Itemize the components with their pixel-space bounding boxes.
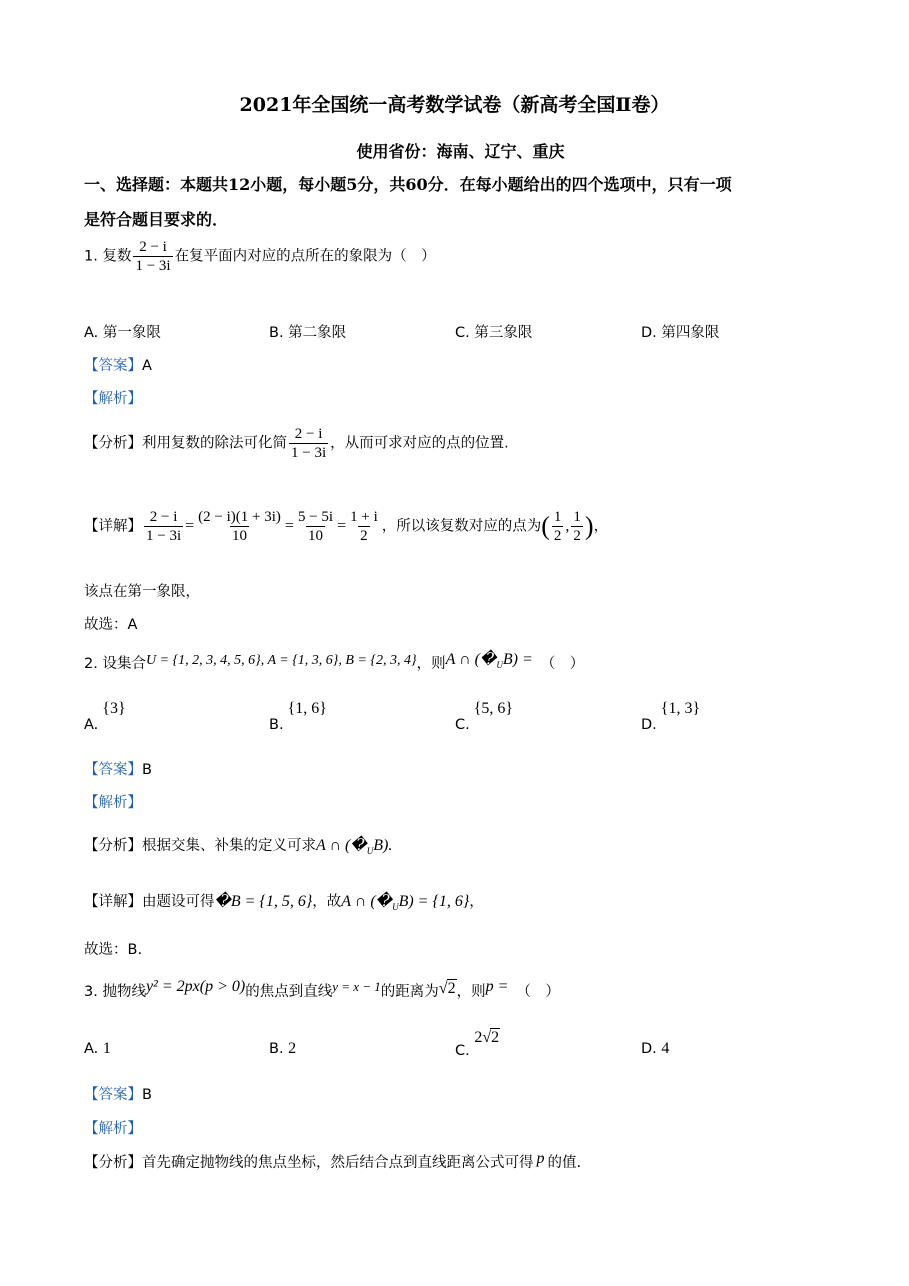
q3-option-c-value: 2 [474, 1029, 483, 1046]
q1-detail-frac4 [348, 508, 380, 545]
q3-option-a-value: 1 [102, 1040, 111, 1057]
q2-blank: （ ） [540, 656, 585, 672]
q1-detail-frac2 [196, 508, 283, 545]
section-heading-line1: 一、选择题：本题共12小题，每小题5分，共60分．在每小题给出的四个选项中，只有一项 [84, 175, 732, 194]
q1-detail-mid: ，所以该复数对应的点为 [381, 518, 542, 535]
q3-option-d [641, 1040, 669, 1058]
q2-prefix: 2. 设集合 [84, 656, 146, 672]
q2-option-a-value: {3} [102, 700, 126, 717]
q1-option-a: A. 第一象限 [84, 325, 161, 341]
q2-detail-expr1: �B = {1, 5, 6} [214, 893, 313, 910]
q2-fenxi-expr-end: B). [373, 837, 393, 854]
q3-option-d-letter: D. [641, 1041, 657, 1057]
q2-detail-mid: ，故 [312, 894, 342, 910]
q1-detail-n2: (2 − i)(1 + 3i) [198, 509, 281, 525]
q1-option-b: B. 第二象限 [269, 325, 347, 341]
q2-option-d [641, 700, 701, 733]
q1-prefix: 1. 复数 [84, 248, 132, 265]
q2-detail-expr2-sub: U [392, 902, 399, 913]
q3-option-b-value: 2 [288, 1040, 297, 1057]
q2-option-b-letter: B. [269, 717, 284, 733]
q1-point-y [571, 508, 583, 545]
q2-fenxi-pre: 根据交集、补集的定义可求 [142, 838, 316, 854]
q1-fenxi [84, 425, 509, 462]
q1-point-y-den: 2 [573, 528, 581, 544]
q1-fraction [133, 238, 172, 275]
q2-choose: 故选：B. [84, 942, 143, 958]
q2-option-d-letter: D. [641, 717, 657, 733]
q3-fenxi-post: 的值. [547, 1155, 582, 1171]
q2-detail-pre: 由题设可得 [142, 894, 215, 910]
q3-option-a-letter: A. [84, 1041, 99, 1057]
q2-fenxi-expr-main: A ∩ (� [316, 837, 367, 854]
q1-detail-frac1 [144, 508, 183, 545]
q2-option-c-letter: C. [455, 717, 470, 733]
q3-answer-row [84, 1083, 152, 1104]
q1-answer-value: A [142, 358, 152, 374]
q1-suffix: 在复平面内对应的点所在的象限为（ ） [174, 248, 436, 265]
q3-fenxi [84, 1151, 581, 1172]
answer-label: 【答案】 [84, 762, 142, 778]
q2-expr [445, 651, 533, 671]
q3-mid1: 的焦点到直线 [245, 984, 333, 1000]
q2-detail-tail: ， [469, 894, 484, 910]
analysis-label: 【解析】 [84, 1121, 142, 1137]
xiangjie-label: 【详解】 [84, 518, 142, 535]
fenxi-label: 【分析】 [84, 435, 142, 452]
q3-stem [84, 980, 560, 1001]
q1-detail-d2: 10 [232, 528, 248, 544]
q2-fenxi-expr [316, 837, 393, 857]
q1-option-d: D. 第四象限 [641, 325, 720, 341]
q2-option-a [84, 700, 126, 733]
q2-answer-row [84, 758, 152, 779]
q1-choose: 故选：A [84, 617, 138, 633]
q2-expr-main: A ∩ (� [445, 651, 497, 668]
q1-detail: 【详解】 $\frac{2 - i}{1 - 3i}$ = $\frac{(2 - i)(1 + 3i)}{10}$ = $\frac{5 - 5i}{10}$ = $\frac{1 + i}{2}$ ，所以该复数对应的点为( $\frac{1}{2}$ , $\frac{1}{2}$ )， [84, 509, 609, 544]
q3-option-c-sqrt: 2 [491, 1029, 500, 1046]
section-heading-line2: 是符合题目要求的． [84, 210, 229, 229]
q2-detail-expr2-end: B) = {1, 6} [398, 893, 470, 910]
q2-sets: U = {1, 2, 3, 4, 5, 6}, A = {1, 3, 6}, B = {2, 3, 4} [145, 653, 417, 668]
q1-detail-d3: 10 [308, 528, 323, 544]
q2-detail-expr2 [341, 893, 470, 913]
q3-equation: y² = 2px(p > 0) [145, 978, 246, 995]
q3-fenxi-p: p [536, 1150, 545, 1167]
q3-sqrt: √2 [438, 980, 456, 997]
page-title: 2021年全国统一高考数学试卷（新高考全国Ⅱ卷） [239, 94, 670, 116]
analysis-label: 【解析】 [84, 391, 142, 407]
q2-answer-value: B [142, 762, 152, 778]
q2-detail [84, 890, 484, 912]
q1-detail-n3: 5 − 5i [297, 509, 334, 525]
answer-label: 【答案】 [84, 1087, 142, 1103]
q1-fenxi-num: 2 − i [294, 426, 323, 442]
q3-p: p = [485, 978, 509, 995]
q3-prefix: 3. 抛物线 [84, 984, 146, 1000]
q1-option-c: C. 第三象限 [455, 325, 533, 341]
answer-label: 【答案】 [84, 358, 142, 374]
q3-answer-value: B [142, 1087, 152, 1103]
q3-fenxi-pre: 首先确定抛物线的焦点坐标，然后结合点到直线距离公式可得 [142, 1155, 534, 1171]
q1-point-x-den: 2 [553, 528, 562, 544]
q3-mid3: ，则 [456, 984, 486, 1000]
q3-option-b-letter: B. [269, 1041, 284, 1057]
q3-sqrt-value: 2 [447, 980, 456, 997]
q1-fenxi-pre: 利用复数的除法可化简 [142, 435, 287, 452]
q1-frac-den: 1 − 3i [135, 258, 171, 274]
q2-option-c [455, 700, 514, 733]
q1-detail-d4: 2 [360, 528, 368, 544]
q1-detail-n1: 2 − i [149, 509, 178, 525]
q2-fenxi [84, 834, 392, 856]
q1-frac-num: 2 − i [139, 239, 167, 255]
q1-point-y-num: 1 [573, 509, 581, 525]
q3-option-b [269, 1040, 296, 1058]
q2-then: ，则 [416, 656, 446, 672]
q3-blank: （ ） [516, 984, 560, 1000]
q1-answer-row [84, 354, 152, 375]
q1-detail-frac3 [296, 508, 335, 545]
q2-fenxi-expr-sub: U [366, 846, 374, 857]
q3-mid2: 的距离为 [380, 984, 439, 1000]
analysis-label: 【解析】 [84, 795, 142, 811]
page-subtitle: 使用省份：海南、辽宁、重庆 [356, 142, 565, 161]
q1-stem [84, 238, 436, 275]
xiangjie-label: 【详解】 [84, 894, 142, 910]
q2-option-b-value: {1, 6} [287, 700, 327, 717]
q1-point-x [552, 508, 564, 545]
q2-expr-end: B) = [502, 651, 533, 668]
fenxi-label: 【分析】 [84, 838, 142, 854]
q3-line: y = x − 1 [332, 979, 381, 994]
q2-stem [84, 652, 584, 674]
fenxi-label: 【分析】 [84, 1155, 142, 1171]
q1-detail-d1: 1 − 3i [146, 528, 182, 544]
q2-expr-sub: U [496, 660, 503, 671]
q3-option-c-letter: C. [455, 1043, 470, 1059]
q1-point-x-num: 1 [553, 509, 562, 525]
q3-option-d-value: 4 [661, 1040, 670, 1057]
q1-fenxi-fraction [289, 425, 328, 462]
q1-fenxi-post: ，从而可求对应的点的位置. [330, 435, 509, 452]
q2-option-c-value: {5, 6} [473, 700, 514, 717]
q2-option-d-value: {1, 3} [660, 700, 701, 717]
q2-option-a-letter: A. [84, 717, 99, 733]
q3-option-a [84, 1040, 111, 1058]
q1-detail-n4: 1 + i [350, 509, 378, 525]
q1-detail-line2: 该点在第一象限， [84, 584, 200, 600]
q2-option-b [269, 700, 327, 733]
q2-detail-expr2-main: A ∩ (� [341, 893, 393, 910]
q3-option-c: C. 2√2 [455, 1029, 500, 1059]
q1-fenxi-den: 1 − 3i [291, 445, 327, 461]
